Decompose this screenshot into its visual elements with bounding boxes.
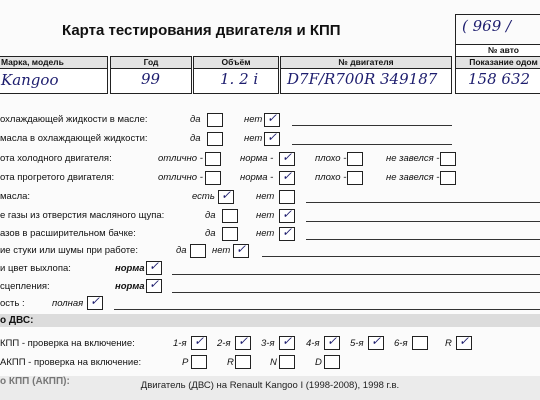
- gear-r-label: R: [445, 338, 452, 349]
- gear-1-box[interactable]: ✓: [191, 336, 207, 350]
- row-7-line: [306, 239, 540, 240]
- row-3-box-nostart[interactable]: [440, 152, 456, 166]
- mode-r-label: R: [227, 357, 234, 368]
- row-9-line: [172, 274, 540, 275]
- row-2-opt-yes: да: [190, 133, 201, 144]
- row-10-opt-normal: норма: [115, 281, 145, 292]
- row-8-box-no[interactable]: ✓: [233, 244, 249, 258]
- manual-gearbox-label: КПП - проверка на включение:: [0, 338, 135, 349]
- section-engine-label: о ДВС:: [0, 315, 34, 326]
- row-8-label: ие стуки или шумы при работе:: [0, 245, 138, 256]
- row-2-box-yes[interactable]: [207, 132, 223, 146]
- row-10-box-normal[interactable]: ✓: [146, 279, 162, 293]
- gear-5-box[interactable]: ✓: [368, 336, 384, 350]
- row-5-opt-no: нет: [256, 191, 275, 202]
- mode-r-box[interactable]: [235, 355, 251, 369]
- gear-4-box[interactable]: ✓: [324, 336, 340, 350]
- gear-6-box[interactable]: [412, 336, 428, 350]
- row-5-opt-has: есть: [192, 191, 215, 202]
- row-4-opt-excellent: отлично -: [158, 172, 203, 183]
- mode-d-box[interactable]: [324, 355, 340, 369]
- row-6-opt-no: нет: [256, 210, 275, 221]
- row-5-box-has[interactable]: ✓: [218, 190, 234, 204]
- row-4-box-nostart[interactable]: [440, 171, 456, 185]
- row-6-label: е газы из отверстия масляного щупа:: [0, 210, 165, 221]
- row-4-box-bad[interactable]: [347, 171, 363, 185]
- row-8-opt-yes: да: [176, 245, 187, 256]
- row-5-line: [306, 202, 540, 203]
- row-6-opt-yes: да: [205, 210, 216, 221]
- row-11-label: ость :: [0, 298, 25, 309]
- header-odometer: Показание одом: [455, 56, 540, 69]
- row-4-box-excellent[interactable]: [205, 171, 221, 185]
- gear-6-label: 6-я: [394, 338, 408, 349]
- row-5-box-no[interactable]: [279, 190, 295, 204]
- row-6-box-no[interactable]: ✓: [279, 209, 295, 223]
- cell-volume: 1. 2 i: [193, 68, 279, 94]
- gear-2-label: 2-я: [217, 338, 231, 349]
- gear-2-box[interactable]: ✓: [235, 336, 251, 350]
- gear-1-label: 1-я: [173, 338, 187, 349]
- row-9-box-normal[interactable]: ✓: [146, 261, 162, 275]
- mode-n-label: N: [270, 357, 277, 368]
- gear-3-label: 3-я: [261, 338, 275, 349]
- row-3-box-bad[interactable]: [347, 152, 363, 166]
- row-3-opt-nostart: не завелся -: [386, 153, 440, 164]
- row-3-box-excellent[interactable]: [205, 152, 221, 166]
- row-3-opt-excellent: отлично -: [158, 153, 203, 164]
- row-7-box-yes[interactable]: [222, 227, 238, 241]
- row-5-label: масла:: [0, 191, 31, 202]
- row-2-opt-no: нет: [244, 133, 263, 144]
- gear-3-box[interactable]: ✓: [279, 336, 295, 350]
- row-7-label: азов в расширительном бачке:: [0, 228, 136, 239]
- row-1-box-yes[interactable]: [207, 113, 223, 127]
- row-3-label: ота холодного двигателя:: [0, 153, 112, 164]
- cell-year: 99: [110, 68, 192, 94]
- section-gearbox-label: о КПП (АКПП):: [0, 376, 70, 387]
- row-11-line: [114, 309, 540, 310]
- row-1-line: [292, 125, 452, 126]
- cell-model: Kangoo: [0, 68, 108, 94]
- row-1-label: охлаждающей жидкости в масле:: [0, 114, 148, 125]
- row-4-opt-nostart: не завелся -: [386, 172, 440, 183]
- row-3-box-normal[interactable]: ✓: [279, 152, 295, 166]
- mode-n-box[interactable]: [279, 355, 295, 369]
- gear-r-box[interactable]: ✓: [456, 336, 472, 350]
- row-4-box-normal[interactable]: ✓: [279, 171, 295, 185]
- handwritten-number: ( 969 /: [462, 17, 512, 35]
- row-8-opt-no: нет: [212, 245, 231, 256]
- header-volume: Объём: [193, 56, 279, 69]
- auto-gearbox-label: АКПП - проверка на включение:: [0, 357, 142, 368]
- mode-d-label: D: [315, 357, 322, 368]
- row-10-label: сцепления:: [0, 281, 50, 292]
- row-7-opt-yes: да: [205, 228, 216, 239]
- row-4-opt-bad: плохо -: [315, 172, 347, 183]
- header-engine-number: № двигателя: [280, 56, 452, 69]
- row-9-opt-normal: норма: [115, 263, 145, 274]
- row-1-opt-no: нет: [244, 114, 263, 125]
- row-6-line: [306, 221, 540, 222]
- image-caption: Двигатель (ДВС) на Renault Kangoo I (1998-2008), 1998 г.в.: [140, 380, 400, 391]
- row-3-opt-normal: норма -: [240, 153, 274, 164]
- row-7-opt-no: нет: [256, 228, 275, 239]
- row-9-label: и цвет выхлопа:: [0, 263, 71, 274]
- cell-engine-number: D7F/R700R 349187: [280, 68, 452, 94]
- row-2-line: [292, 144, 452, 145]
- row-4-label: ота прогретого двигателя:: [0, 172, 115, 183]
- mode-p-label: P: [182, 357, 189, 368]
- section-engine-band: [0, 314, 540, 327]
- header-auto-number-label: № авто: [455, 44, 540, 57]
- row-3-opt-bad: плохо -: [315, 153, 347, 164]
- row-2-box-no[interactable]: ✓: [264, 132, 280, 146]
- cell-odometer: 158 632: [455, 68, 540, 94]
- row-8-line: [262, 256, 540, 257]
- page-title: Карта тестирования двигателя и КПП: [62, 22, 341, 39]
- row-11-box-full[interactable]: ✓: [87, 296, 103, 310]
- gear-5-label: 5-я: [350, 338, 364, 349]
- row-11-opt-full: полная: [52, 298, 84, 309]
- row-10-line: [172, 292, 540, 293]
- header-model: Марка, модель: [0, 56, 108, 69]
- row-8-box-yes[interactable]: [190, 244, 206, 258]
- row-4-opt-normal: норма -: [240, 172, 274, 183]
- gear-4-label: 4-я: [306, 338, 320, 349]
- header-year: Год: [110, 56, 192, 69]
- mode-p-box[interactable]: [191, 355, 207, 369]
- row-7-box-no[interactable]: ✓: [279, 227, 295, 241]
- row-6-box-yes[interactable]: [222, 209, 238, 223]
- row-2-label: масла в охлаждающей жидкости:: [0, 133, 148, 144]
- row-1-opt-yes: да: [190, 114, 201, 125]
- row-1-box-no[interactable]: ✓: [264, 113, 280, 127]
